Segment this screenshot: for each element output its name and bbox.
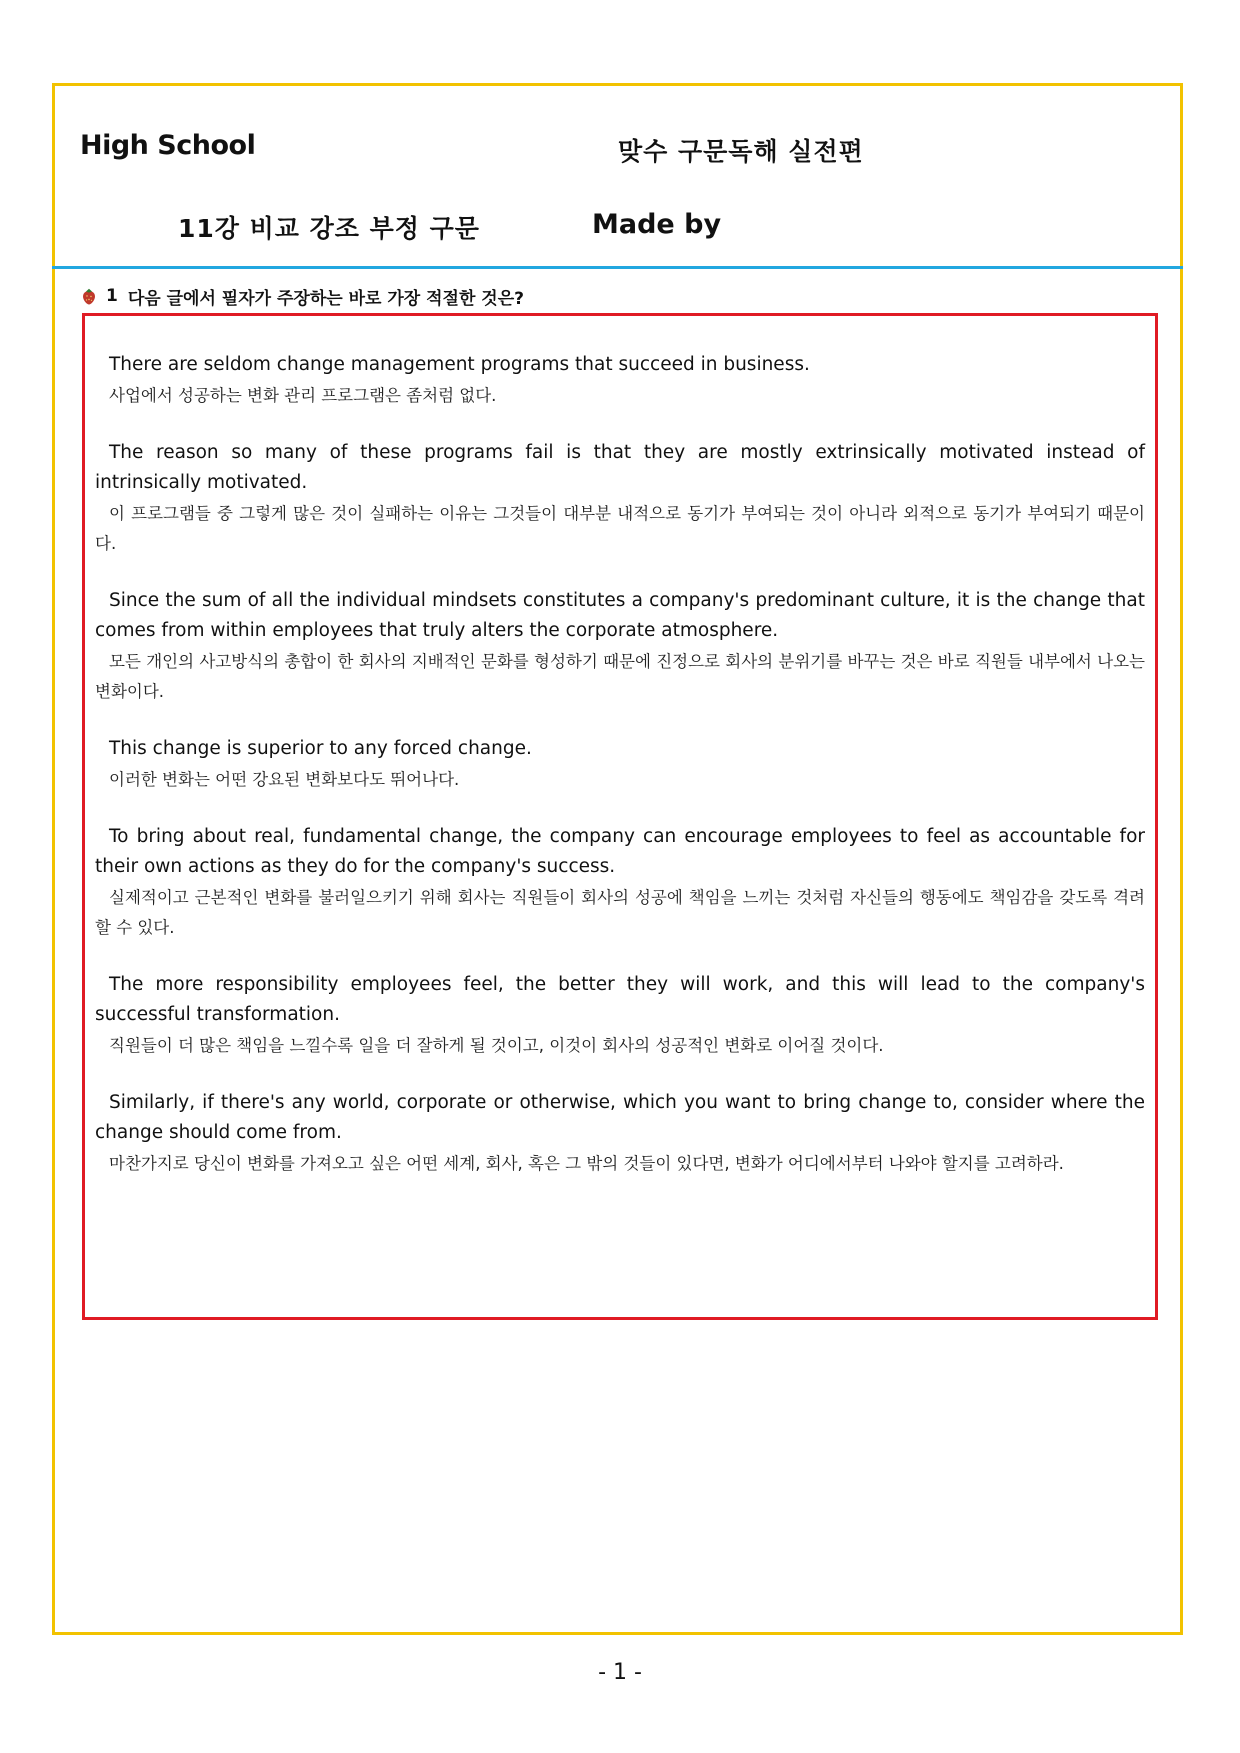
korean-translation: 실제적이고 근본적인 변화를 불러일으키기 위해 회사는 직원들이 회사의 성공에 책임을 느끼는 것처럼 자신들의 행동에도 책임감을 갖도록 격려할 수 있다.: [95, 888, 1145, 937]
lesson-title: 11강 비교 강조 부정 구문: [178, 214, 480, 243]
school-level-label: High School: [80, 130, 256, 161]
sentence-pair: [95, 970, 1145, 1061]
sentence-pair: [95, 438, 1145, 559]
english-sentence: The more responsibility employees feel, the better they will work, and this will lead to the company's successful transformation.: [95, 974, 1145, 1025]
korean-translation: 사업에서 성공하는 변화 관리 프로그램은 좀처럼 없다.: [109, 386, 497, 405]
page-number: - 1 -: [598, 1660, 642, 1685]
korean-translation: 이 프로그램들 중 그렇게 많은 것이 실패하는 이유는 그것들이 대부분 내적으로 동기가 부여되는 것이 아니라 외적으로 동기가 부여되기 때문이다.: [95, 504, 1145, 553]
korean-translation: 모든 개인의 사고방식의 총합이 한 회사의 지배적인 문화를 형성하기 때문에 진정으로 회사의 분위기를 바꾸는 것은 바로 직원들 내부에서 나오는 변화이다.: [95, 652, 1145, 701]
english-sentence: This change is superior to any forced change.: [109, 738, 532, 759]
sentence-pair: [95, 822, 1145, 943]
passage-box: [82, 313, 1158, 1320]
english-sentence: There are seldom change management programs that succeed in business.: [109, 354, 810, 375]
book-title: 맞수 구문독해 실전편: [618, 137, 864, 166]
korean-translation: 직원들이 더 많은 책임을 느낄수록 일을 더 잘하게 될 것이고, 이것이 회사의 성공적인 변화로 이어질 것이다.: [109, 1036, 884, 1055]
question-number: 1: [106, 286, 118, 306]
strawberry-icon: [82, 288, 96, 305]
korean-translation: 이러한 변화는 어떤 강요된 변화보다도 뛰어나다.: [109, 770, 460, 789]
english-sentence: Similarly, if there's any world, corporate or otherwise, which you want to bring change to, consider where the change should come from.: [95, 1092, 1145, 1143]
sentence-pair: [95, 586, 1145, 707]
question-prompt: 다음 글에서 필자가 주장하는 바로 가장 적절한 것은?: [127, 288, 524, 309]
header-divider: [52, 266, 1183, 269]
made-by-label: Made by: [592, 209, 722, 240]
english-sentence: Since the sum of all the individual mindsets constitutes a company's predominant culture, it is the change that comes from within employees that truly alters the corporate atmosphere.: [95, 590, 1145, 641]
sentence-pair: [95, 350, 1145, 411]
sentence-pair: [95, 734, 1145, 795]
english-sentence: The reason so many of these programs fail is that they are mostly extrinsically motivated instead of intrinsically motivated.: [95, 442, 1145, 493]
korean-translation: 마찬가지로 당신이 변화를 가져오고 싶은 어떤 세계, 회사, 혹은 그 밖의 것들이 있다면, 변화가 어디에서부터 나와야 할지를 고려하라.: [109, 1154, 1064, 1173]
sentence-pair: [95, 1088, 1145, 1179]
english-sentence: To bring about real, fundamental change, the company can encourage employees to feel as accountable for their own actions as they do for the company's success.: [95, 826, 1145, 877]
question-heading: [82, 284, 524, 308]
